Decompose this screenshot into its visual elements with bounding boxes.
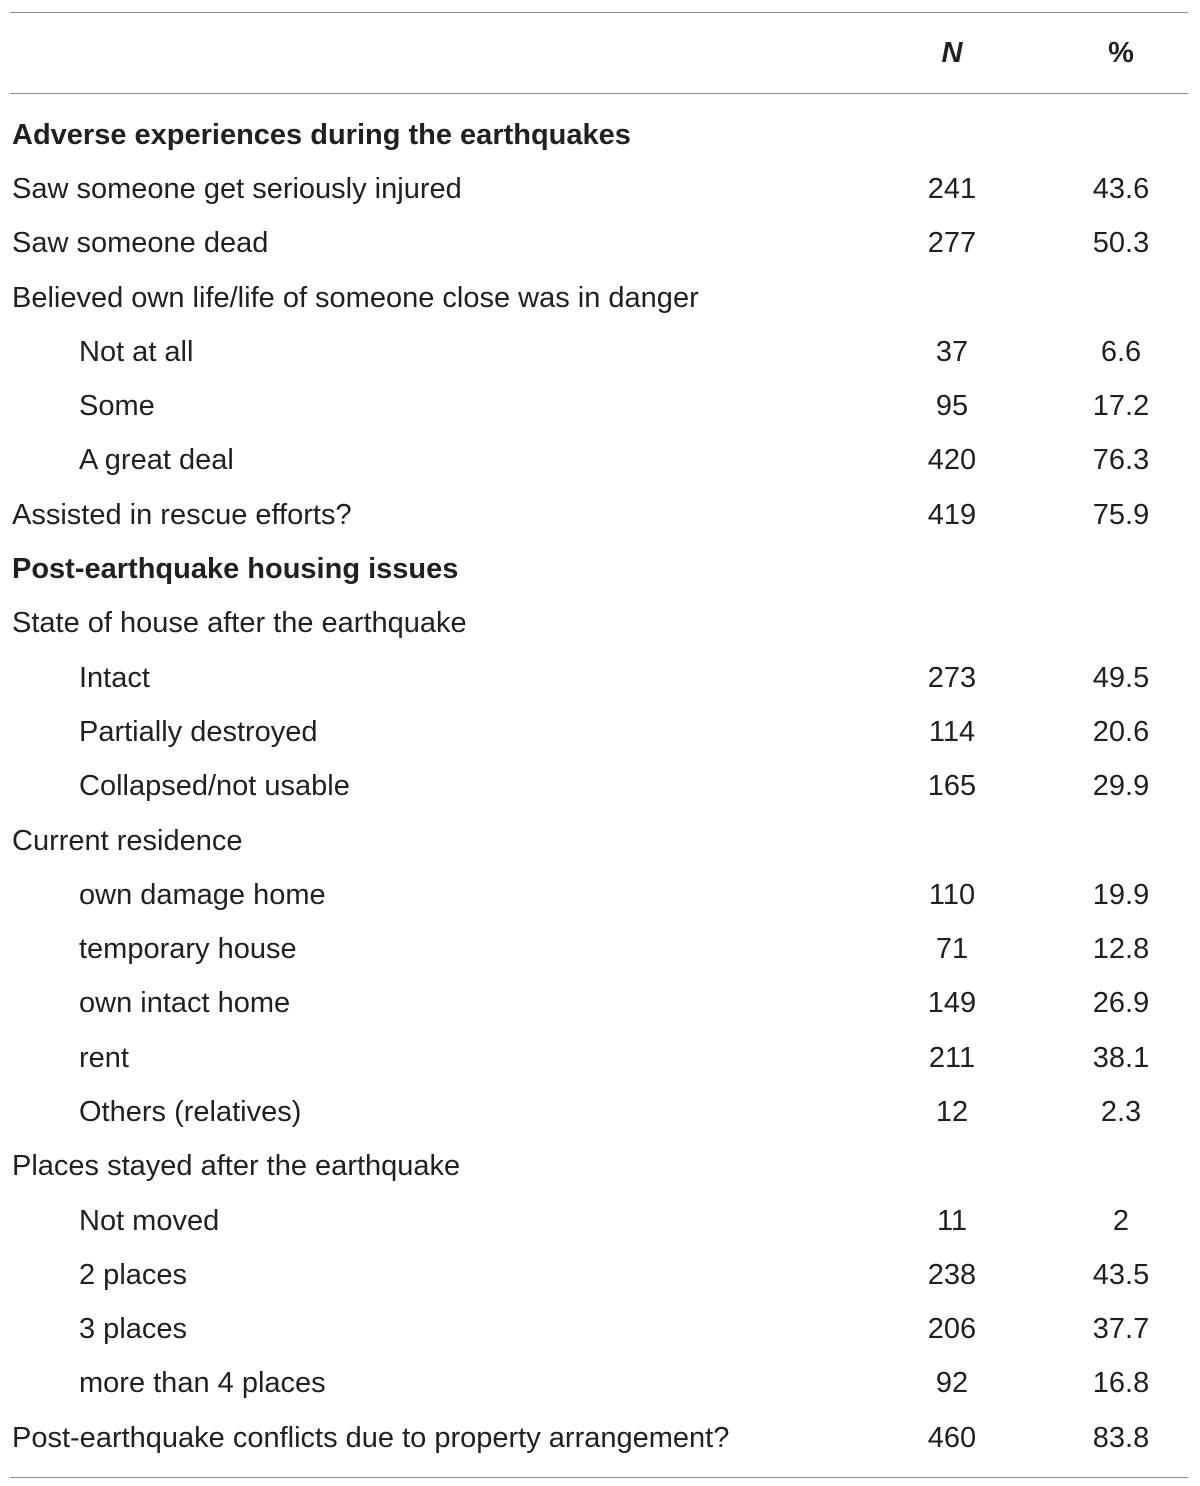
table-row [10, 1140, 1188, 1194]
table-row [10, 1248, 1188, 1302]
n-value: 92 [935, 1367, 969, 1400]
row-label: temporary house [79, 933, 297, 966]
percent-value: 76.3 [1092, 444, 1150, 477]
table-row [10, 977, 1188, 1031]
percent-value: 37.7 [1092, 1313, 1150, 1346]
n-value: 95 [935, 390, 969, 423]
percent-value: 50.3 [1092, 227, 1150, 260]
n-value: 420 [927, 444, 977, 477]
table-row [10, 488, 1188, 542]
percent-value: 83.8 [1092, 1421, 1150, 1454]
percent-value: 43.6 [1092, 172, 1150, 205]
row-label: more than 4 places [79, 1367, 326, 1400]
section-header-row [10, 542, 1188, 596]
percent-value: 19.9 [1092, 878, 1150, 911]
percent-value: 43.5 [1092, 1258, 1150, 1291]
table-row [10, 1303, 1188, 1357]
header-row [10, 13, 1188, 93]
n-value: 238 [927, 1258, 977, 1291]
table-row [10, 814, 1188, 868]
n-value: 165 [927, 770, 977, 803]
row-label: Post-earthquake conflicts due to property arrangement? [12, 1421, 730, 1454]
n-value: 37 [935, 335, 969, 368]
row-label: Some [79, 390, 155, 423]
percent-value: 75.9 [1092, 498, 1150, 531]
table-row [10, 1031, 1188, 1085]
n-value: 241 [927, 172, 977, 205]
header-percent: % [1108, 36, 1134, 69]
table-row [10, 705, 1188, 759]
percent-value: 2 [1112, 1204, 1130, 1237]
header-n: N [941, 36, 963, 69]
table-row [10, 922, 1188, 976]
percent-value: 38.1 [1092, 1041, 1150, 1074]
table-row [10, 271, 1188, 325]
row-label: own intact home [79, 987, 291, 1020]
row-label: Saw someone dead [12, 227, 269, 260]
row-label: Not moved [79, 1204, 220, 1237]
table-row [10, 325, 1188, 379]
section-title: Adverse experiences during the earthquakes [12, 118, 631, 151]
n-value: 110 [928, 878, 976, 911]
data-table [10, 12, 1188, 1478]
table-row [10, 597, 1188, 651]
percent-value: 17.2 [1092, 390, 1150, 423]
row-label: Believed own life/life of someone close was in danger [12, 281, 699, 314]
n-value: 206 [927, 1313, 977, 1346]
n-value: 12 [935, 1095, 969, 1128]
row-label: Intact [79, 661, 150, 694]
row-label: 2 places [79, 1258, 188, 1291]
percent-value: 6.6 [1100, 335, 1142, 368]
table-body [10, 94, 1188, 1477]
table-row [10, 651, 1188, 705]
table-row [10, 1411, 1188, 1465]
row-label: own damage home [79, 878, 326, 911]
percent-value: 20.6 [1092, 715, 1150, 748]
table-row [10, 434, 1188, 488]
n-value: 277 [927, 227, 977, 260]
row-label: Current residence [12, 824, 243, 857]
table-row [10, 379, 1188, 433]
n-value: 149 [927, 987, 977, 1020]
n-value: 273 [927, 661, 977, 694]
row-label: Assisted in rescue efforts? [12, 498, 352, 531]
section-title: Post-earthquake housing issues [12, 553, 459, 586]
percent-value: 26.9 [1092, 987, 1150, 1020]
percent-value: 12.8 [1092, 933, 1150, 966]
table-row [10, 868, 1188, 922]
n-value: 114 [928, 715, 976, 748]
row-label: Others (relatives) [79, 1095, 302, 1128]
row-label: Not at all [79, 335, 194, 368]
row-label: Places stayed after the earthquake [12, 1150, 461, 1183]
n-value: 460 [927, 1421, 977, 1454]
row-label: rent [79, 1041, 129, 1074]
table-row [10, 1357, 1188, 1411]
row-label: Collapsed/not usable [79, 770, 350, 803]
row-label: Partially destroyed [79, 715, 318, 748]
table-row [10, 162, 1188, 216]
n-value: 71 [935, 933, 969, 966]
row-label: 3 places [79, 1313, 188, 1346]
bottom-rule [10, 1477, 1188, 1478]
n-value: 11 [936, 1204, 968, 1237]
row-label: State of house after the earthquake [12, 607, 467, 640]
row-label: A great deal [79, 444, 234, 477]
n-value: 211 [928, 1041, 976, 1074]
percent-value: 2.3 [1100, 1095, 1142, 1128]
percent-value: 29.9 [1092, 770, 1150, 803]
percent-value: 16.8 [1092, 1367, 1150, 1400]
table-row [10, 1085, 1188, 1139]
row-label: Saw someone get seriously injured [12, 172, 462, 205]
table-row [10, 217, 1188, 271]
percent-value: 49.5 [1092, 661, 1150, 694]
section-header-row [10, 108, 1188, 162]
n-value: 419 [927, 498, 977, 531]
table-row [10, 1194, 1188, 1248]
table-row [10, 760, 1188, 814]
